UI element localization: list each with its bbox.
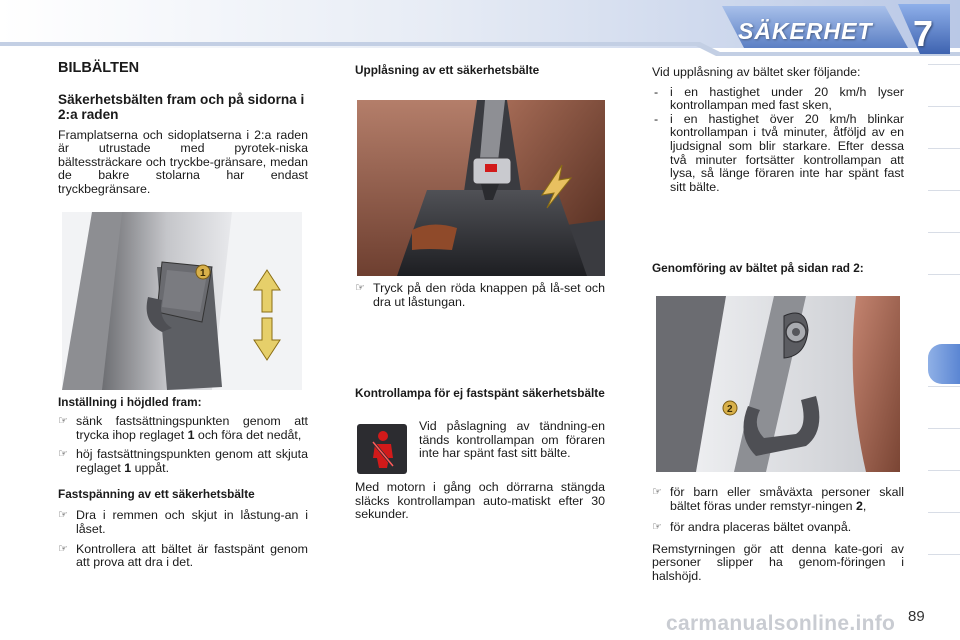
side-tab-active[interactable] [928,344,960,384]
intro-paragraph: Framplatserna och sidoplatserna i 2:a raden är utrustade med pyrotek-niska bältessträckare och tryckbe-gränsare, medan de bakre stolarna har endast tryckbegränsare. [58,127,308,196]
list-item: ☞ Kontrollera att bältet är fastspänt genom att prova att dra i det. [58,541,308,570]
side-tab[interactable] [928,64,960,106]
column-2-unlock [355,282,605,309]
header-banner [0,0,960,58]
seatbelt-buckle-image [357,100,605,276]
warning-lamp-text-2: Med motorn i gång och dörrarna stängda släcks kontrollampan auto-matiskt efter 30 sekunder. [355,480,605,522]
side-tab[interactable] [928,512,960,554]
pointing-hand-icon: ☞ [58,509,68,522]
page-number: 89 [908,608,925,625]
pointing-hand-icon: ☞ [58,542,68,555]
column-2-warning [355,387,605,400]
page-title: SÄKERHET [738,18,873,44]
list-item: ☞ för barn eller småväxta personer skall bältet föras under remstyr-ningen 2, [652,485,904,513]
column-1 [58,62,308,197]
list-item: ☞ Dra i remmen och skjut in låstung-an i låset. [58,508,308,536]
chapter-number: 7 [912,13,934,54]
list-item: ☞ sänk fastsättningspunkten genom att trycka ihop reglaget 1 och föra det nedåt, [58,414,308,442]
pointing-hand-icon: ☞ [58,448,68,461]
side-tab[interactable] [928,274,960,316]
unlock-intro: Vid upplåsning av bältet sker följande: [652,65,861,79]
column-3-routing [652,262,904,275]
buckle-release-button [485,164,497,172]
height-adjust-heading: Inställning i höjdled fram: [58,395,202,409]
routing-heading: Genomföring av bältet på sidan rad 2: [652,261,864,275]
pointing-hand-icon: ☞ [58,415,68,427]
list-item: - i en hastighet över 20 km/h blinkar kontrollampan i två minuter, åtföljd av en ljudsignal som blir starkare. Efter dessa två minuter fortsätter kontrollampan att lysa, så länge föraren inte har spänt fast sitt bälte. [654,111,904,194]
closing-paragraph: Remstyrningen gör att denna kate-gori av personer slipper ha genom-föringen i halshöjd. [652,541,904,583]
warning-lamp-heading: Kontrollampa för ej fastspänt säkerhetsbälte [355,386,605,400]
side-tab[interactable] [928,470,960,512]
column-3-lower [652,486,904,584]
side-tab[interactable] [928,232,960,274]
list-item: - i en hastighet under 20 km/h lyser kontrollampan med fast sken, [654,84,904,113]
side-tab[interactable] [928,386,960,428]
seatbelt-warning-icon [357,424,407,474]
list-item: ☞ för andra placeras bältet ovanpå. [652,520,852,535]
callout-label: 1 [200,268,206,279]
side-tab[interactable] [928,190,960,232]
callout-label: 2 [727,404,733,415]
column-2 [355,64,605,77]
side-tab[interactable] [928,554,960,596]
pointing-hand-icon: ☞ [355,282,365,294]
height-adjuster-image [62,212,302,390]
list-item: ☞ höj fastsättningspunkten genom att skjuta reglaget 1 uppåt. [58,447,308,475]
column-3 [652,66,904,194]
belt-guide-image [656,296,900,472]
column-1-lower [58,396,308,570]
fasten-heading: Fastspänning av ett säkerhetsbälte [58,487,255,502]
list-item: ☞ Tryck på den röda knappen på lå-set och dra ut låstungan. [355,281,605,309]
section-heading: BILBÄLTEN [58,60,140,76]
pointing-hand-icon: ☞ [652,521,662,534]
subsection-heading: Säkerhetsbälten fram och på sidorna i 2:a raden [58,91,305,122]
side-tab[interactable] [928,148,960,190]
side-tabs [928,64,960,584]
pointing-hand-icon: ☞ [652,486,662,498]
watermark: carmanualsonline.info [666,612,896,635]
unlock-heading: Upplåsning av ett säkerhetsbälte [355,63,540,77]
side-tab[interactable] [928,428,960,470]
side-tab[interactable] [928,106,960,148]
warning-lamp-text: Vid påslagning av tändning-en tänds kontrollampan om föraren inte har spänt fast sitt bälte. [419,419,605,461]
